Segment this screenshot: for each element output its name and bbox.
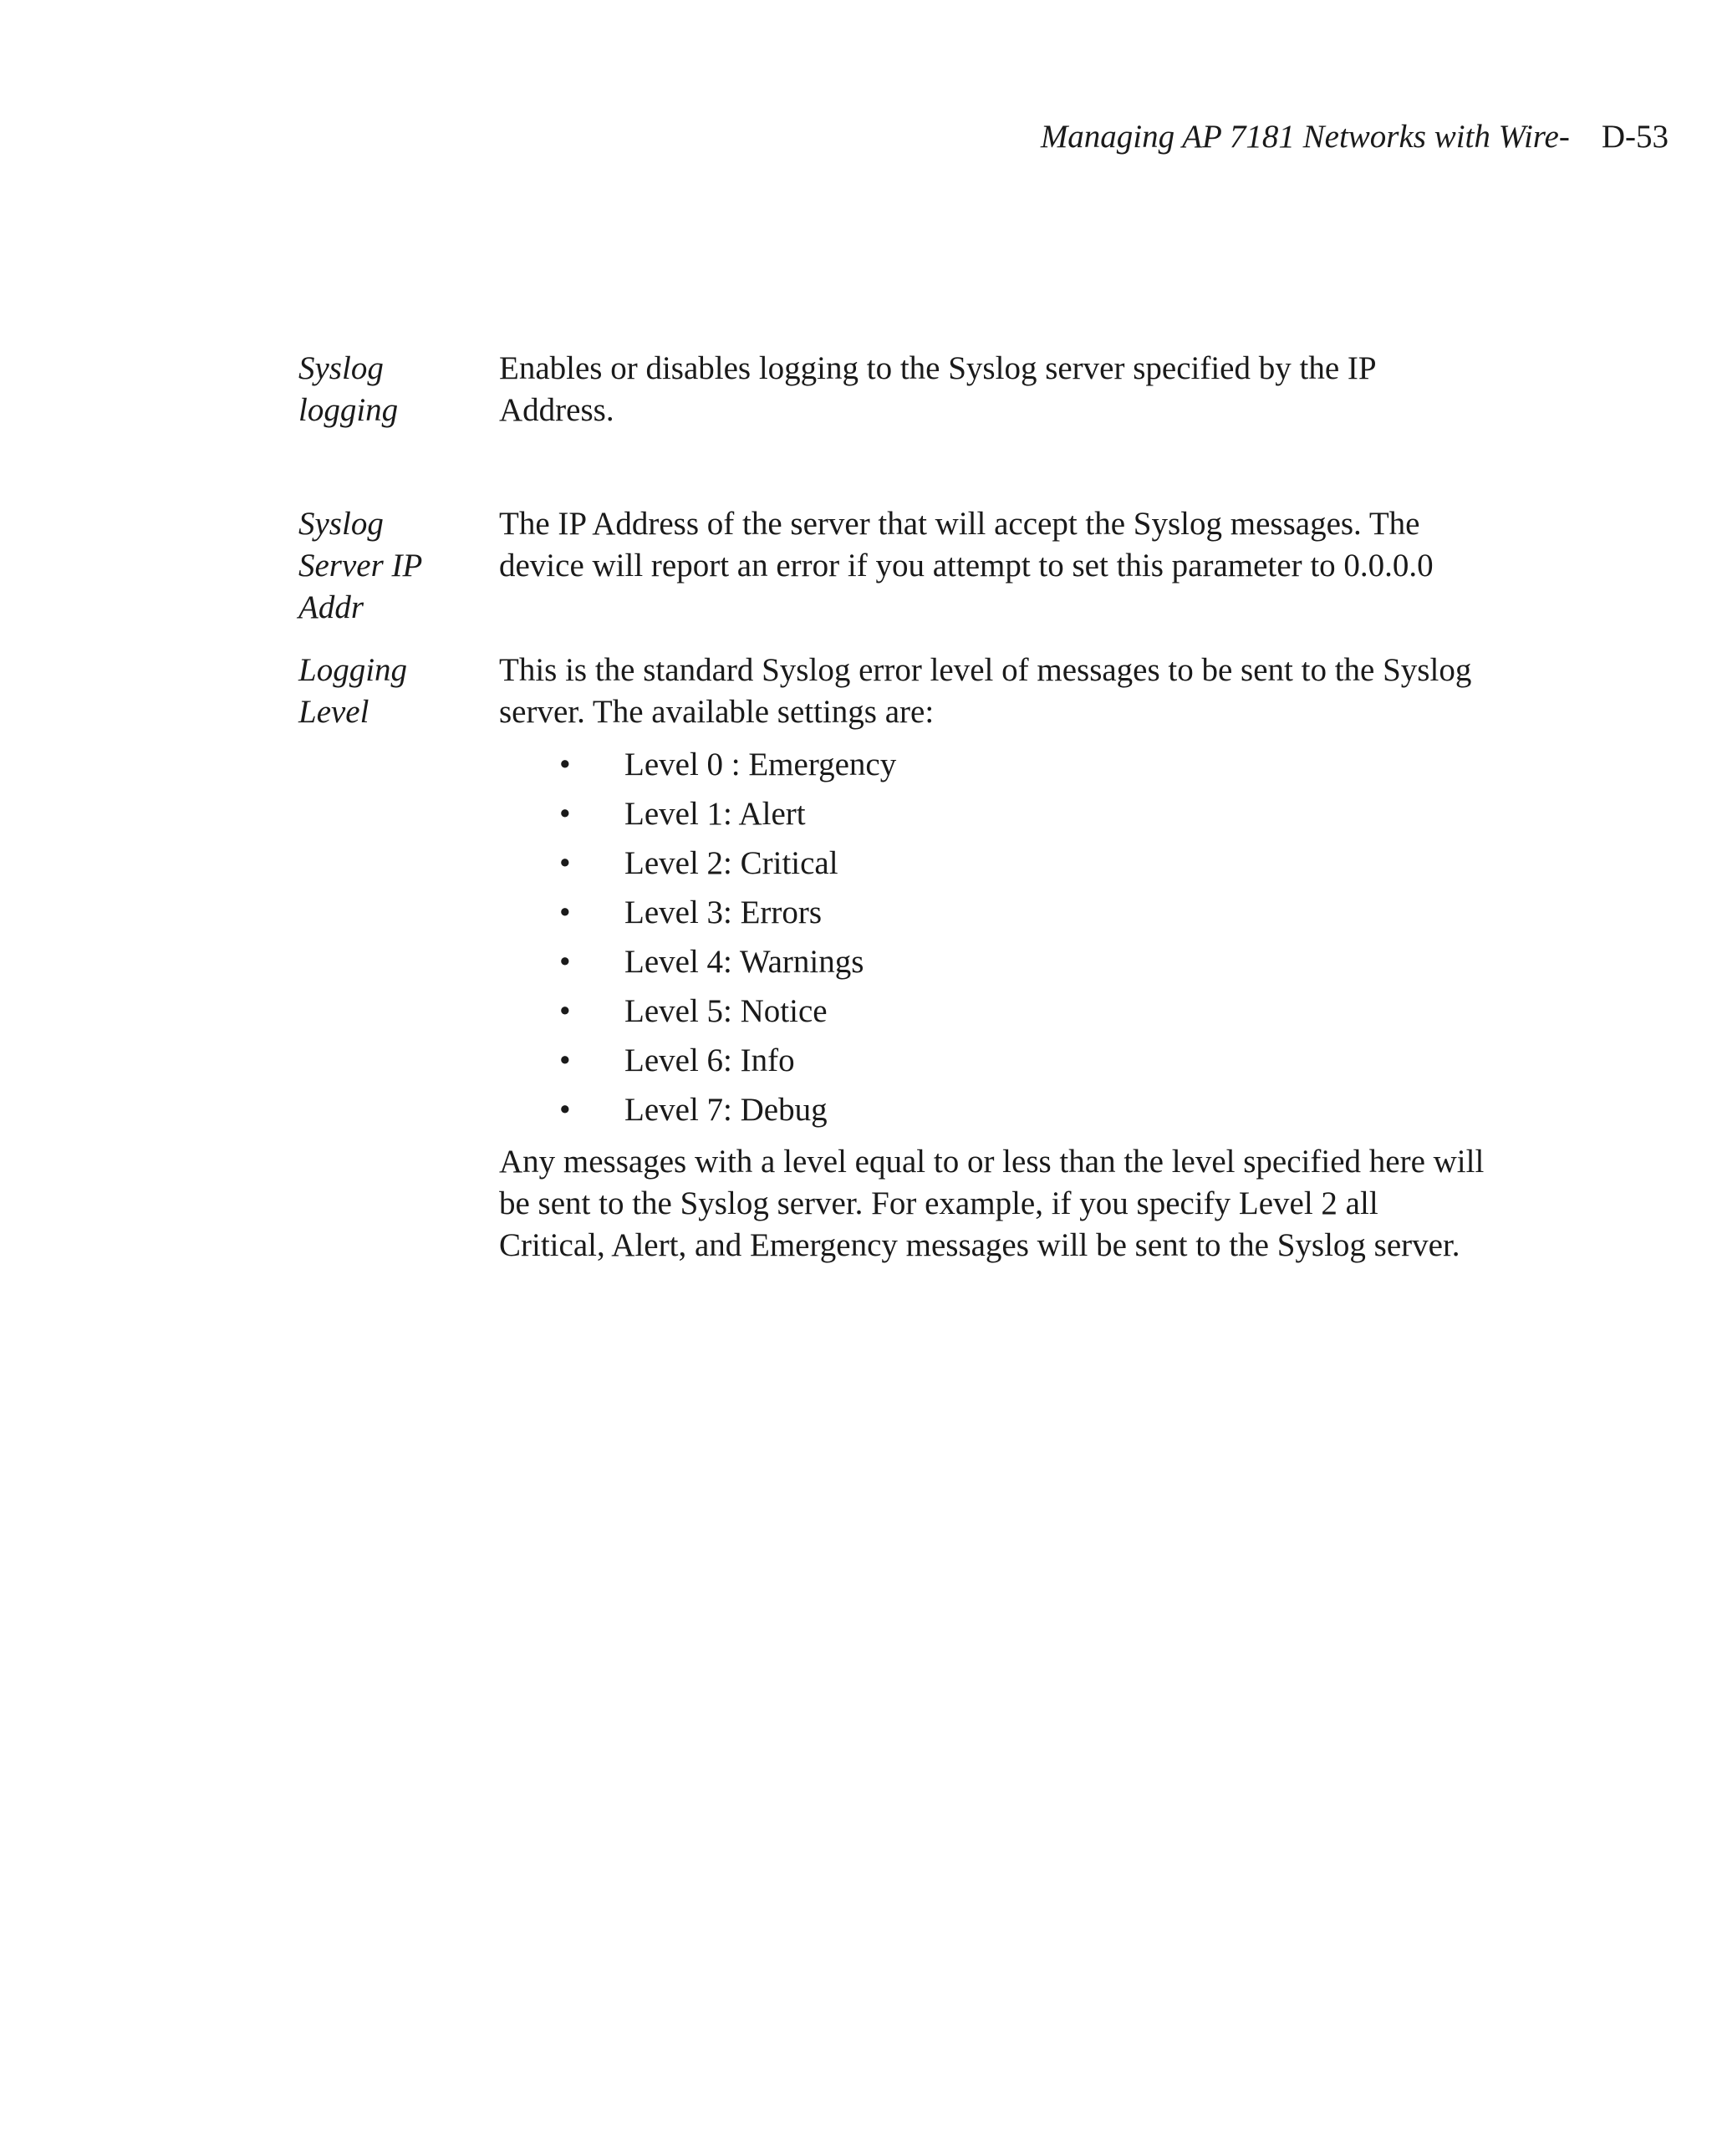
chapter-title: Managing AP 7181 Networks with Wire- (1040, 119, 1570, 155)
list-item-label: Level 6: Info (624, 1042, 795, 1078)
list-item (499, 937, 1485, 986)
list-item-label: Level 7: Debug (624, 1092, 828, 1128)
bullet-icon: • (559, 1092, 571, 1128)
bullet-icon: • (559, 796, 571, 832)
term-line: Syslog (298, 350, 384, 386)
term-line: Server IP (298, 548, 423, 584)
term-line: Logging (298, 652, 408, 688)
parameter-table (298, 348, 1485, 1267)
parameter-row-logging-level (298, 650, 1485, 1267)
bullet-icon: • (559, 895, 571, 930)
list-item-label: Level 4: Warnings (624, 944, 864, 980)
bullet-icon: • (559, 747, 571, 782)
parameter-term (298, 503, 499, 629)
parameter-term (298, 650, 499, 1267)
list-item-label: Level 0 : Emergency (624, 747, 897, 782)
description-intro: This is the standard Syslog error level of messages to be sent to the Syslog server. The available settings are: (499, 652, 1472, 730)
list-item-label: Level 1: Alert (624, 796, 806, 832)
level-list (499, 740, 1485, 1134)
parameter-description: Enables or disables logging to the Syslog server specified by the IP Address. (499, 350, 1376, 428)
list-item-label: Level 3: Errors (624, 895, 823, 930)
list-item (499, 740, 1485, 789)
list-item (499, 888, 1485, 937)
term-line: logging (298, 392, 399, 428)
bullet-icon: • (559, 993, 571, 1029)
term-line: Addr (298, 589, 364, 625)
bullet-icon: • (559, 845, 571, 881)
list-item-label: Level 5: Notice (624, 993, 828, 1029)
list-item (499, 1036, 1485, 1085)
term-line: Syslog (298, 506, 384, 542)
list-item (499, 986, 1485, 1036)
bullet-icon: • (559, 944, 571, 980)
parameter-row-syslog-server-ip (298, 503, 1485, 629)
parameter-row-syslog-logging (298, 348, 1485, 431)
term-line: Level (298, 694, 369, 730)
list-item-label: Level 2: Critical (624, 845, 838, 881)
list-item (499, 789, 1485, 838)
description-outro: Any messages with a level equal to or less than the level specified here will be sent to the Syslog server. For example, if you specify Level 2 all Critical, Alert, and Emergency messages will be sent to the Syslog server. (499, 1144, 1485, 1263)
parameter-term (298, 348, 499, 431)
list-item (499, 1085, 1485, 1134)
running-header (1041, 117, 1669, 157)
parameter-description (499, 650, 1485, 1267)
list-item (499, 838, 1485, 888)
bullet-icon: • (559, 1042, 571, 1078)
page-number: D-53 (1601, 119, 1669, 155)
parameter-description: The IP Address of the server that will accept the Syslog messages. The device will report an error if you attempt to set this parameter to 0.0.0.0 (499, 506, 1434, 584)
